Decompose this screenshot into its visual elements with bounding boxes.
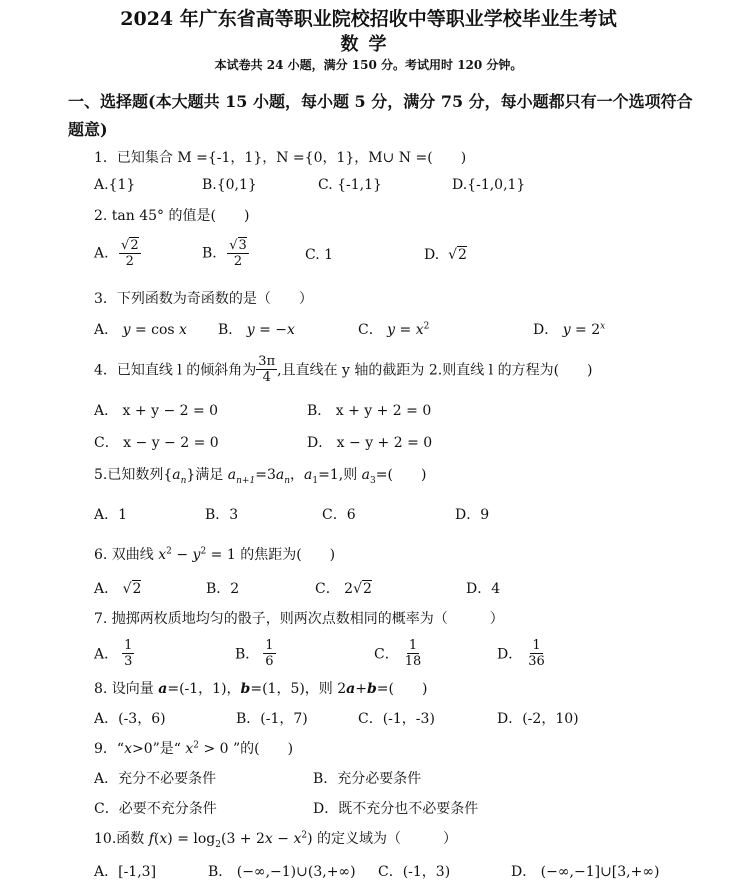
q1-stem: 1．已知集合 M ={-1，1}，N ={0，1}，M∪ N =( ): [94, 150, 467, 166]
q10-option-b: B． (−∞,−1)∪(3,+∞): [208, 864, 356, 880]
q5-option-a: A．1: [94, 507, 128, 523]
q1-option-a: A.{1}: [94, 177, 136, 193]
q4-option-d: D． x − y + 2 = 0: [307, 435, 433, 451]
q3-stem: 3．下列函数为奇函数的是（ ）: [94, 291, 313, 307]
q1-option-d: D.{-1,0,1}: [452, 177, 526, 193]
q8-option-c: C．(-1，-3): [358, 711, 435, 727]
q7-option-c: C． $\frac{1}{18}$: [374, 638, 422, 669]
q7-option-d: D． $\frac{1}{36}$: [497, 638, 545, 669]
section-title: 一、选择题(本大题共 15 小题，每小题 5 分，满分 75 分，每小题都只有一个选项符合题意): [68, 92, 693, 139]
q3-option-c: C． $y = x^2$: [358, 321, 430, 338]
q2-option-d: D. √2: [424, 247, 467, 263]
q5-option-c: C．6: [322, 507, 356, 523]
q7-stem: 7. 抛掷两枚质地均匀的骰子，则两次点数相同的概率为（ ）: [94, 611, 504, 627]
q9-option-a: A．充分不必要条件: [94, 771, 217, 787]
exam-note: 本试卷共 24 小题，满分 150 分。考试用时 120 分钟。: [214, 58, 523, 72]
q8-option-d: D．(-2，10): [497, 711, 579, 727]
q9-option-c: C．必要不充分条件: [94, 801, 217, 817]
q5-option-b: B．3: [205, 507, 239, 523]
q8-stem: 8. 设向量 a=(-1，1)，b=(1，5)，则 2a+b=( ): [94, 681, 428, 697]
q4-option-c: C． x − y − 2 = 0: [94, 435, 219, 451]
q9-stem: 9．“x>0”是“ $x^2 > 0$ ”的( ): [94, 740, 294, 757]
q9-option-b: B．充分必要条件: [313, 771, 422, 787]
q10-option-c: C．(-1，3): [378, 864, 451, 880]
q6-option-b: B．2: [206, 581, 240, 597]
q5-stem: 5.已知数列$\{a_n\}$满足 $a_{n+1}=3a_n$，$a_1=1$,则 $a_3=$( ): [94, 467, 427, 486]
q6-option-a: A． √2: [94, 581, 142, 597]
q3-option-b: B． y = −x: [218, 322, 295, 338]
q2-option-c: C. 1: [305, 247, 334, 263]
q2-stem: 2. tan 45° 的值是( ): [94, 208, 250, 224]
q1-option-c: C. {-1,1}: [318, 177, 382, 193]
q6-stem: 6. 双曲线 $x^2 - y^2 = 1$ 的焦距为( ): [94, 546, 336, 563]
q8-option-a: A．(-3，6): [94, 711, 166, 727]
q7-option-a: A． $\frac{1}{3}$: [94, 638, 133, 669]
exam-title: 2024 年广东省高等职业院校招收中等职业学校毕业生考试: [120, 8, 617, 30]
q10-option-a: A．[-1,3]: [94, 864, 157, 880]
q2-option-a: A. $\frac{√2}{2}$: [94, 238, 139, 269]
q2-option-b: B. $\frac{√3}{2}$: [202, 238, 247, 269]
q6-option-d: D．4: [466, 581, 501, 597]
q10-stem: 10.函数 $f(x) = \log_2(3 + 2x - x^2)$ 的定义域为（ ）: [94, 830, 458, 850]
q4-option-b: B． x + y + 2 = 0: [307, 403, 432, 419]
q6-option-c: C． 2√2: [315, 581, 372, 597]
exam-subject: 数学: [340, 34, 397, 55]
q7-option-b: B． $\frac{1}{6}$: [235, 638, 274, 669]
q4-stem: 4．已知直线 l 的倾斜角为 $\frac{3\pi}{4}$ ,且直线在 y 轴的截距为 2.则直线 l 的方程为( ): [94, 354, 593, 385]
q3-option-d: D． $y = 2^x$: [533, 321, 606, 338]
q9-option-d: D．既不充分也不必要条件: [313, 801, 479, 817]
q4-option-a: A． x + y − 2 = 0: [94, 403, 219, 419]
q5-option-d: D．9: [455, 507, 490, 523]
q3-option-a: A． y = cos x: [94, 322, 187, 338]
q1-option-b: B.{0,1}: [202, 177, 257, 193]
q10-option-d: D． (−∞,−1]∪[3,+∞): [511, 864, 660, 880]
q8-option-b: B．(-1，7): [236, 711, 308, 727]
